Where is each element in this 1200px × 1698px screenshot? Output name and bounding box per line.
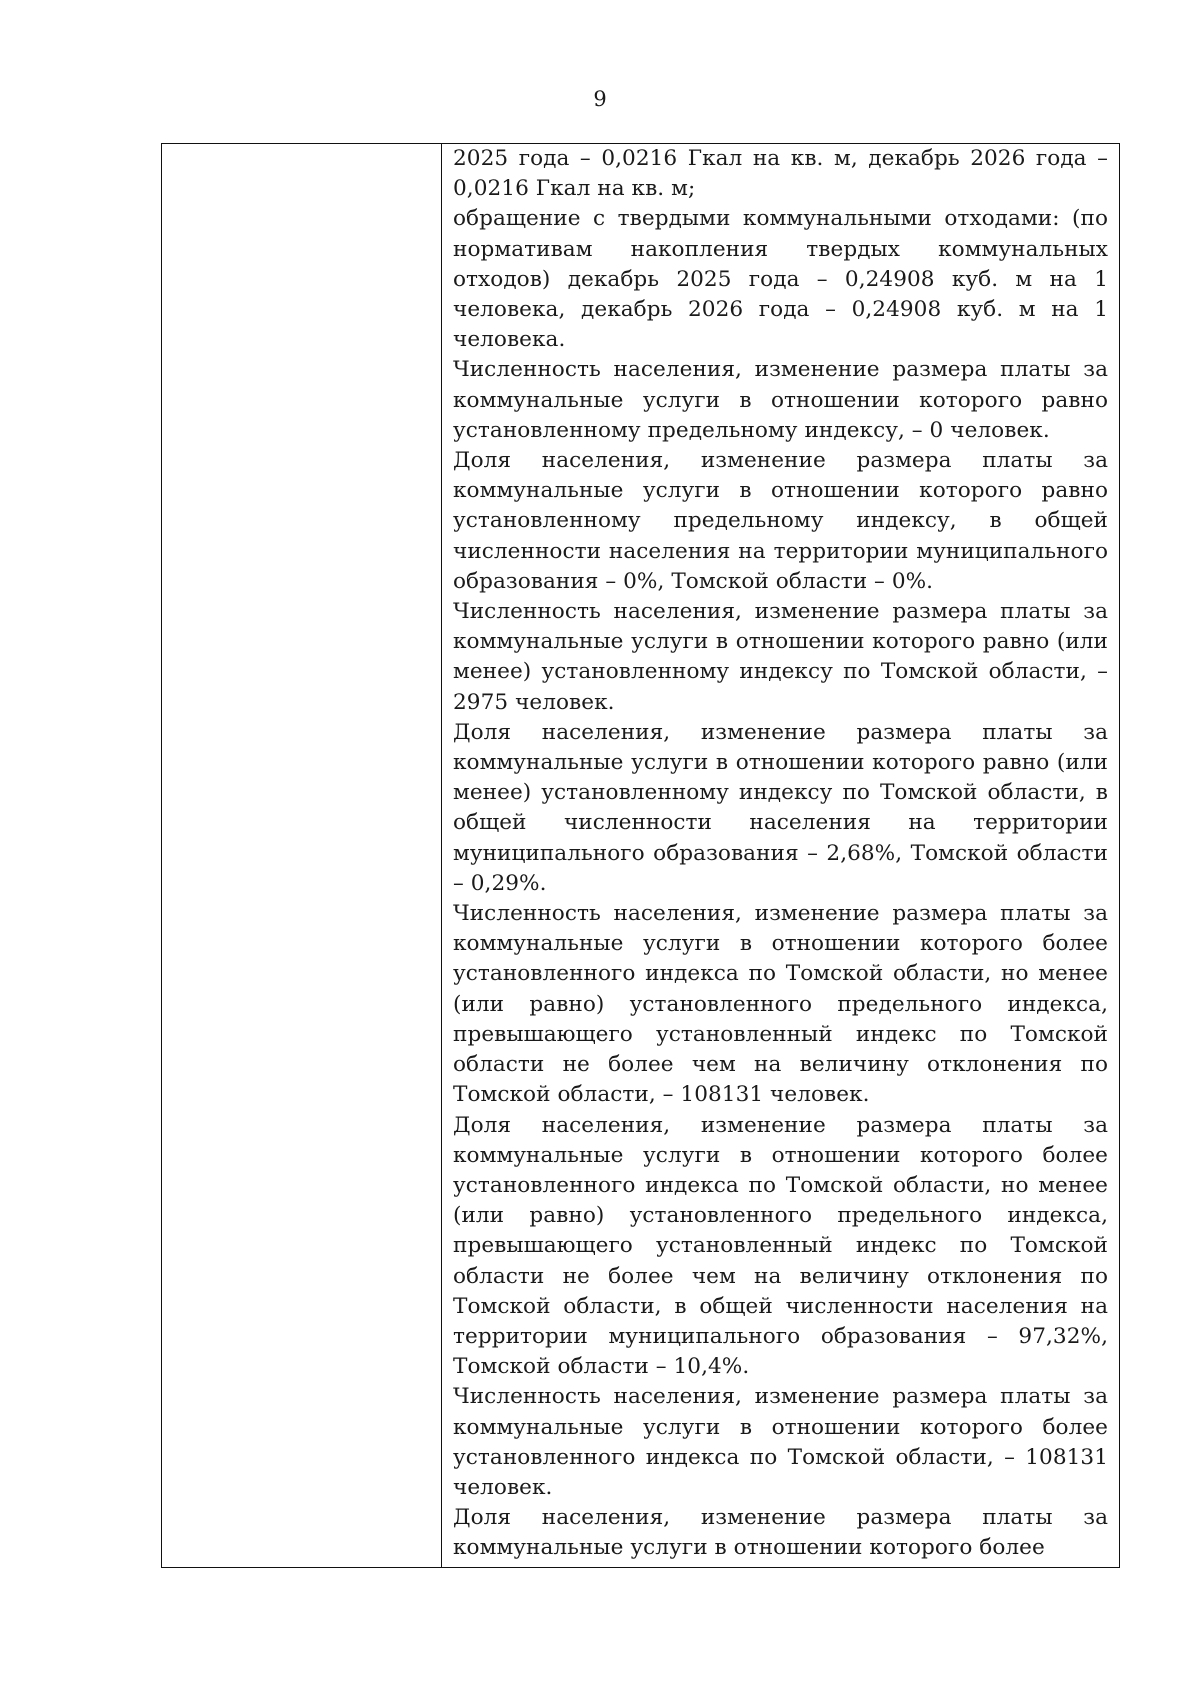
paragraph-solid-waste: обращение с твердыми коммунальными отходами: (по нормативам накопления твердых коммунальных отходов) декабрь 2025 года – 0,24908 куб. м на 1 человека, декабрь 2026 года – 0,24908 куб. м на 1 человека. <box>453 206 1108 353</box>
document-table <box>161 143 1120 1568</box>
paragraph-population-within-deviation: Численность населения, изменение размера платы за коммунальные услуги в отношении которого более установленного индекса по Томской области, но менее (или равно) установленного предельного индекса, превышающего установленный индекс по Томской области не более чем на величину отклонения по Томской области, – 108131 человек. <box>453 901 1108 1108</box>
paragraph-population-equal-limit: Численность населения, изменение размера платы за коммунальные услуги в отношении которого равно установленному предельному индексу, – 0 человек. <box>453 357 1108 443</box>
paragraph-population-above-index: Численность населения, изменение размера платы за коммунальные услуги в отношении которого более установленного индекса по Томской области, – 108131 человек. <box>453 1384 1108 1500</box>
table-left-cell <box>162 144 442 1567</box>
paragraph-share-above-index: Доля населения, изменение размера платы за коммунальные услуги в отношении которого более <box>453 1505 1108 1561</box>
paragraph-share-equal-limit: Доля населения, изменение размера платы за коммунальные услуги в отношении которого равно установленному предельному индексу, в общей численности населения на территории муниципального образования – 0%, Томской области – 0%. <box>453 448 1108 594</box>
paragraph-population-below-index: Численность населения, изменение размера платы за коммунальные услуги в отношении которого равно (или менее) установленному индексу по Томской области, – 2975 человек. <box>453 599 1108 715</box>
paragraph-share-within-deviation: Доля населения, изменение размера платы за коммунальные услуги в отношении которого более установленного индекса по Томской области, но менее (или равно) установленного предельного индекса, превышающего установленный индекс по Томской области не более чем на величину отклонения по Томской области, в общей численности населения на территории муниципального образования – 97,32%, Томской области – 10,4%. <box>453 1112 1108 1380</box>
table-right-cell <box>442 144 1119 1567</box>
paragraph-heat-norm-tail: 2025 года – 0,0216 Гкал на кв. м, декабрь 2026 года – 0,0216 Гкал на кв. м; <box>453 146 1108 202</box>
paragraph-share-below-index: Доля населения, изменение размера платы за коммунальные услуги в отношении которого равно (или менее) установленному индексу по Томской области, в общей численности населения на территории муниципального образования – 2,68%, Томской области – 0,29%. <box>453 719 1108 896</box>
page-number: 9 <box>593 87 607 111</box>
